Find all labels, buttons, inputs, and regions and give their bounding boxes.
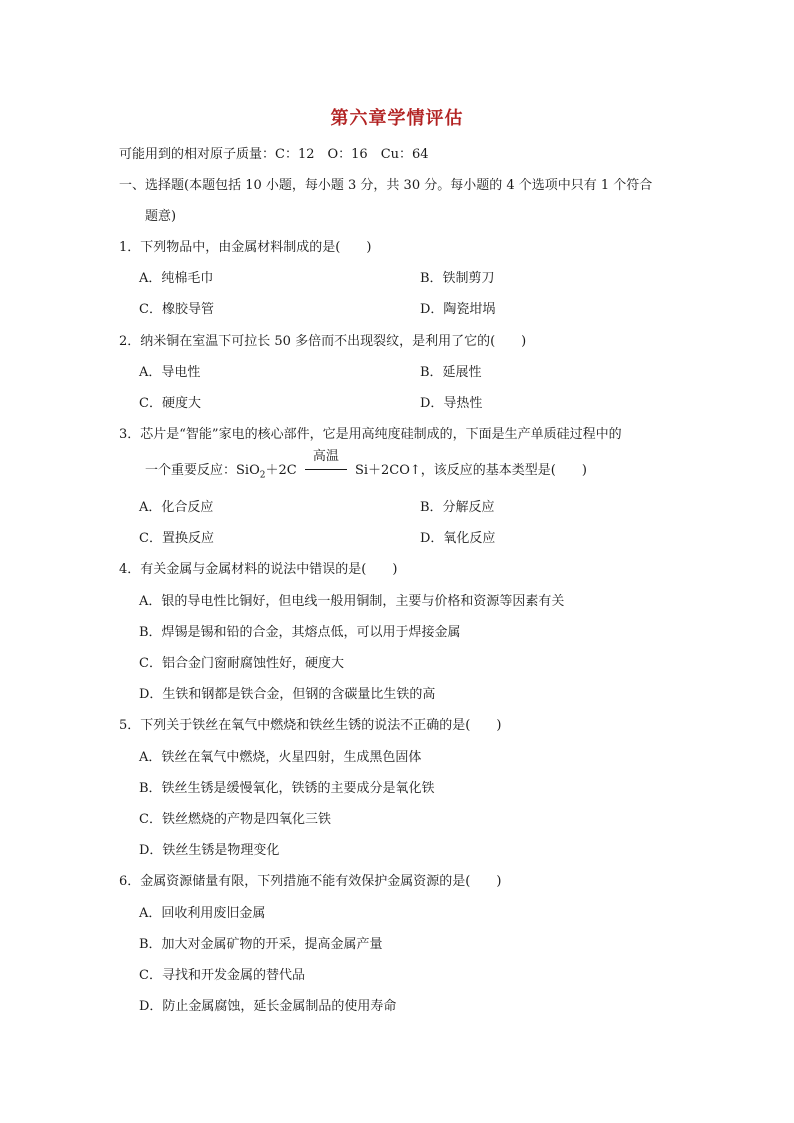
question-2-option-a: A．导电性 xyxy=(139,365,201,380)
question-3-option-c: C．置换反应 xyxy=(139,531,214,546)
section-heading-continued: 题意) xyxy=(145,209,177,224)
reaction-condition: 高温 xyxy=(312,449,339,464)
question-6-stem: 6．金属资源储量有限，下列措施不能有效保护金属资源的是( ) xyxy=(119,874,502,889)
question-3-stem: 3．芯片是“智能”家电的核心部件，它是用高纯度硅制成的，下面是生产单质硅过程中的 xyxy=(119,427,622,442)
question-3-option-a: A．化合反应 xyxy=(139,500,214,515)
question-1-option-a: A．纯棉毛巾 xyxy=(139,271,214,286)
question-4-stem: 4．有关金属与金属材料的说法中错误的是( ) xyxy=(119,562,398,577)
section-heading: 一、选择题(本题包括 10 小题，每小题 3 分，共 30 分。每小题的 4 个选项中只有 1 个符合 xyxy=(119,178,653,193)
question-3-option-b: B．分解反应 xyxy=(420,500,495,515)
question-2-option-d: D．导热性 xyxy=(420,396,483,411)
question-2-stem: 2．纳米铜在室温下可拉长 50 多倍而不出现裂纹，是利用了它的( ) xyxy=(119,334,527,349)
question-6-option-a: A．回收利用废旧金属 xyxy=(139,906,266,921)
reaction-reactant-carbon: ＋2C xyxy=(265,463,297,478)
atomic-mass-note: 可能用到的相对原子质量：C：12 O：16 Cu：64 xyxy=(119,147,429,162)
question-4-option-b: B．焊锡是锡和铅的合金，其熔点低，可以用于焊接金属 xyxy=(139,625,461,640)
question-5-option-d: D．铁丝生锈是物理变化 xyxy=(139,843,280,858)
question-4-option-c: C．铝合金门窗耐腐蚀性好，硬度大 xyxy=(139,656,344,671)
question-2-option-b: B．延展性 xyxy=(420,365,482,380)
question-6-option-b: B．加大对金属矿物的开采，提高金属产量 xyxy=(139,937,383,952)
page-title: 第六章学情评估 xyxy=(330,108,464,129)
question-1-option-d: D．陶瓷坩埚 xyxy=(420,302,496,317)
question-3-option-d: D．氧化反应 xyxy=(420,531,496,546)
question-1-stem: 1．下列物品中，由金属材料制成的是( ) xyxy=(119,240,372,255)
question-2-option-c: C．硬度大 xyxy=(139,396,201,411)
reaction-arrow xyxy=(301,449,351,480)
question-3-reaction-line xyxy=(145,449,587,485)
question-5-option-b: B．铁丝生锈是缓慢氧化，铁锈的主要成分是氧化铁 xyxy=(139,781,435,796)
question-4-option-a: A．银的导电性比铜好，但电线一般用铜制，主要与价格和资源等因素有关 xyxy=(139,594,565,609)
reaction-products: Si＋2CO↑，该反应的基本类型是( ) xyxy=(354,463,587,478)
question-1-option-c: C．橡胶导管 xyxy=(139,302,214,317)
question-6-option-c: C．寻找和开发金属的替代品 xyxy=(139,968,305,983)
question-5-option-a: A．铁丝在氧气中燃烧，火星四射，生成黑色固体 xyxy=(139,750,422,765)
reaction-subscript: 2 xyxy=(259,470,266,481)
question-6-option-d: D．防止金属腐蚀，延长金属制品的使用寿命 xyxy=(139,999,397,1014)
question-1-option-b: B．铁制剪刀 xyxy=(420,271,495,286)
reaction-reactants: 一个重要反应：SiO xyxy=(145,463,260,478)
question-4-option-d: D．生铁和钢都是铁合金，但钢的含碳量比生铁的高 xyxy=(139,687,436,702)
reaction-equals-bar xyxy=(305,469,347,470)
question-5-option-c: C．铁丝燃烧的产物是四氧化三铁 xyxy=(139,812,331,827)
question-5-stem: 5．下列关于铁丝在氧气中燃烧和铁丝生锈的说法不正确的是( ) xyxy=(119,718,502,733)
